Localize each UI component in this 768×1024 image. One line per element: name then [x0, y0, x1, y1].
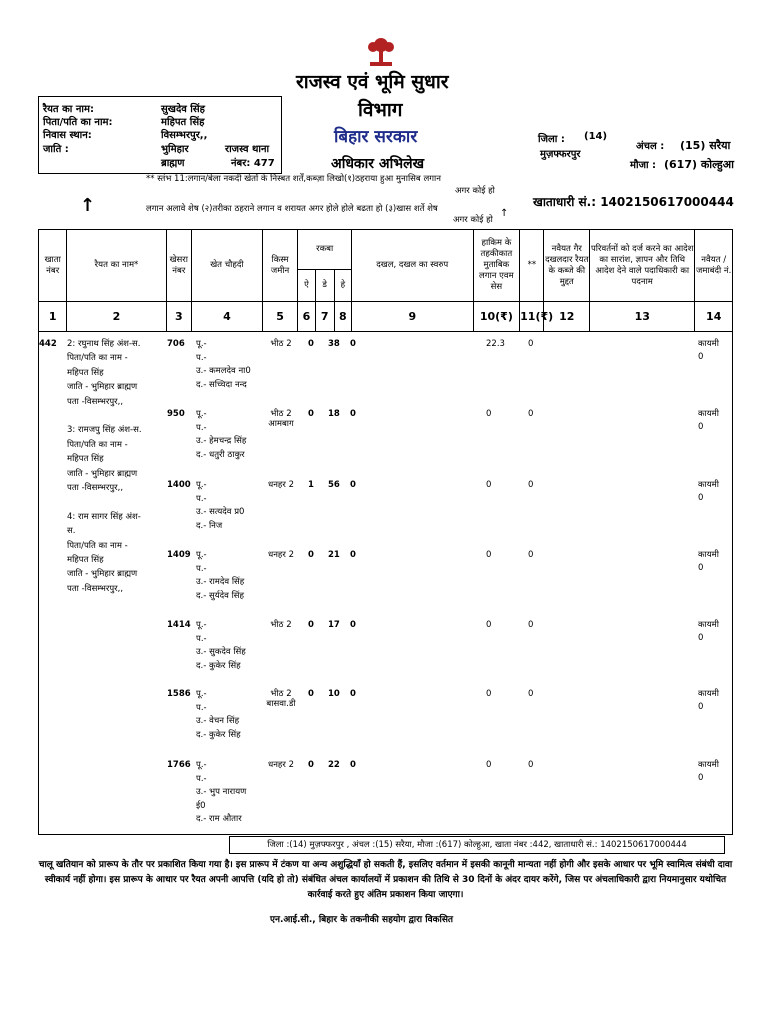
khatiyan-table [38, 229, 733, 835]
owner-line: पिता/पति का नाम - [67, 439, 128, 450]
nawaiyat-label: कायमी [698, 339, 719, 349]
caste-label: जाति : [43, 144, 69, 155]
header-khesra-no: खेसरा नंबर [166, 230, 191, 302]
lagan-value: 0 [486, 409, 492, 419]
col11-value: 0 [528, 480, 534, 490]
owner-line: 4: राम सागर सिंह अंश- [67, 511, 141, 522]
col11-value: 0 [528, 689, 534, 699]
nawaiyat-label: कायमी [698, 480, 719, 490]
chauhadi-line: प.- [196, 702, 207, 713]
lagan-value: 22.3 [486, 339, 505, 349]
nawaiyat-label: कायमी [698, 689, 719, 699]
rakba-acre: 0 [308, 409, 314, 419]
district-code: (14) [584, 131, 608, 142]
chauhadi-line: प.- [196, 493, 207, 504]
header-decimal: डे [315, 270, 334, 302]
up-arrow-icon: ↑ [80, 195, 96, 216]
column-number: 1 [39, 302, 67, 332]
owner-line: महिपत सिंह [67, 454, 104, 465]
raiyat-name: सुखदेव सिंह [161, 104, 205, 115]
note-column-11: ** स्तंभ 11:लगान/बेला नकदी खेतों के निस्बत शर्तें,कब्ज़ा लिखो(१)ठहराया हुआ मुनासिब लगान [146, 174, 441, 184]
father-name-label: पिता/पति का नाम: [43, 117, 113, 128]
header-rakba: रकबा [298, 230, 352, 270]
residence-label: निवास स्थान: [43, 130, 92, 141]
nawaiyat-label: कायमी [698, 760, 719, 770]
district-name: मुज़फ्फरपुर [540, 149, 581, 160]
anchal-value: (15) सरैया [680, 139, 731, 152]
page-title: राजस्व एवं भूमि सुधार [296, 71, 449, 93]
chauhadi-line: उ.- सुकदेव सिंह [196, 647, 246, 657]
rakba-decimal: 17 [328, 620, 340, 630]
rakba-decimal: 21 [328, 550, 340, 560]
caste-2: ब्राह्मण [161, 158, 185, 169]
chauhadi-line: प.- [196, 422, 207, 433]
rakba-hectare: 0 [350, 689, 356, 699]
header-kism-jamin: किस्म जमीन [262, 230, 297, 302]
rakba-decimal: 56 [328, 480, 340, 490]
rakba-acre: 0 [308, 620, 314, 630]
header-lagan: हाकिम के तहकीकात मुताबिक लगान एवम सेस [473, 230, 520, 302]
note-column-11-cont: अगर कोई हो [455, 186, 495, 196]
chauhadi-line: द.- राम औतार [196, 814, 242, 824]
chauhadi-line: पू.- [196, 409, 207, 419]
kism-jamin: धनहर 2 [267, 550, 295, 560]
rakba-acre: 0 [308, 339, 314, 349]
chauhadi-line: ई0 [196, 800, 206, 811]
chauhadi-line: उ.- कमलदेव ना0 [196, 366, 251, 376]
chauhadi-line: उ.- भुप नारायण [196, 787, 247, 797]
owner-line: पिता/पति का नाम - [67, 353, 128, 364]
arrow-head-icon: ↑ [500, 208, 509, 219]
header-raiyat-name: रैयत का नाम* [67, 230, 166, 302]
col11-value: 0 [528, 409, 534, 419]
rakba-acre: 0 [308, 760, 314, 770]
chauhadi-line: द.- निज [196, 520, 223, 531]
kism-jamin: भीठ 2 आमबाग [268, 409, 294, 429]
disclaimer: चालू खतियान को प्रारूप के तौर पर प्रकाशित किया गया है। इस प्रारूप में टंकण या अन्य अशुद्धियाँ हो सकती हैं, इसलिए वर्तमान में इसकी कानूनी मान्यता नहीं होगी और इसके आधार पर भूमि स्वामित्व संबंधी दावा स्वीकार्य नहीं होगा। इस प्रारूप के आधार पर रैयत अपनी आपत्ति (यदि हो तो) संबंधित अंचल कार्यालयों में प्रकाशन की तिथि से 30 दिनों के अंदर दायर करेंगे, जिस पर अंचलाधिकारी द्वारा नियमानुसार यथोचित कार्रवाई करते हुए अंतिम प्रकाशन किया जाएगा। [38, 860, 733, 900]
rakba-hectare: 0 [350, 620, 356, 630]
chauhadi-line: उ.- हेमचन्द्र सिंह [196, 436, 247, 446]
chauhadi-line: द.- धतुरी ठाकुर [196, 449, 245, 460]
rakba-hectare: 0 [350, 760, 356, 770]
col11-value: 0 [528, 760, 534, 770]
header-dakhal: दखल, दखल का स्वरुप [352, 230, 474, 302]
header-hectare: हे [334, 270, 351, 302]
chauhadi-line: पू.- [196, 339, 207, 349]
rakba-hectare: 0 [350, 480, 356, 490]
rakba-hectare: 0 [350, 550, 356, 560]
thana-number: नंबर: 477 [231, 158, 275, 169]
owner-line: पता -विसम्भरपुर,, [67, 483, 124, 493]
record-title: अधिकार अभिलेख [331, 156, 425, 172]
lagan-value: 0 [486, 480, 492, 490]
column-number: 6 [298, 302, 315, 332]
col11-value: 0 [528, 339, 534, 349]
header-acre: ऐ [298, 270, 315, 302]
column-number: 8 [334, 302, 351, 332]
table-body [39, 332, 733, 835]
khatadhari-number: खाताधारी सं.: 140215061700044​4 [533, 195, 734, 209]
department-label: विभाग [358, 99, 403, 121]
chauhadi-line: पू.- [196, 550, 207, 560]
chauhadi-line: उ.- सत्यदेव प्र0 [196, 507, 245, 517]
chauhadi-line: प.- [196, 773, 207, 784]
chauhadi-line: द.- कुकेर सिंह [196, 729, 241, 740]
bihar-emblem-icon [362, 36, 400, 68]
header-order-summary: परिवर्तनों को दर्ज करने का आदेश का सारांश, ज्ञापन और तिथि आदेश देने वाले पदाधिकारी का पदनाम [590, 230, 695, 302]
owner-line: पता -विसम्भरपुर,, [67, 583, 124, 594]
rakba-hectare: 0 [350, 339, 356, 349]
owner-line: महिपत सिंह [67, 555, 104, 565]
column-number: 12 [544, 302, 590, 332]
government-label: बिहार सरकार [334, 127, 418, 147]
owner-line: स. [67, 526, 76, 537]
lagan-value: 0 [486, 550, 492, 560]
residence: विसम्भरपुर,, [161, 130, 208, 141]
khata-number: 442 [39, 339, 57, 349]
khesra-number: 950 [167, 409, 185, 419]
nawaiyat-label: कायमी [698, 550, 719, 560]
rakba-acre: 0 [308, 550, 314, 560]
jamabandi-number: 0 [698, 773, 704, 783]
khesra-number: 1766 [167, 760, 191, 770]
lagan-value: 0 [486, 760, 492, 770]
table-body-row [39, 332, 733, 835]
chauhadi-line: द.- सच्चिदा नन्द [196, 379, 247, 390]
caste-1: भुमिहार [161, 144, 189, 155]
raiyat-info-box [38, 96, 282, 174]
kism-jamin: धनहर 2 [267, 760, 295, 770]
jamabandi-number: 0 [698, 633, 704, 643]
khesra-number: 1586 [167, 689, 191, 699]
chauhadi-line: प.- [196, 633, 207, 644]
header-chauhadi: खेत चौहदी [191, 230, 262, 302]
chauhadi-line: पू.- [196, 760, 207, 770]
jamabandi-number: 0 [698, 493, 704, 503]
rakba-hectare: 0 [350, 409, 356, 419]
nawaiyat-label: कायमी [698, 620, 719, 630]
rakba-decimal: 38 [328, 339, 340, 349]
chauhadi-line: उ.- वेचन सिंह [196, 716, 240, 726]
kism-jamin: भीठ 2 बासवा.डी [266, 689, 296, 709]
rakba-decimal: 18 [328, 409, 340, 419]
col11-value: 0 [528, 550, 534, 560]
khesra-number: 1400 [167, 480, 191, 490]
chauhadi-line: पू.- [196, 689, 207, 699]
owner-line: महिपत सिंह [67, 367, 104, 378]
owner-line: 3: रामजपु सिंह अंश-स. [67, 425, 142, 436]
khesra-number: 1409 [167, 550, 191, 560]
jamabandi-number: 0 [698, 352, 704, 362]
chauhadi-line: द.- सुर्यदेव सिंह [196, 590, 245, 601]
district-label: जिला : [538, 134, 565, 145]
column-number: 9 [352, 302, 474, 332]
khesra-number: 1414 [167, 620, 191, 630]
raiyat-name-label: रैयत का नाम: [43, 104, 94, 115]
lagan-value: 0 [486, 620, 492, 630]
chauhadi-line: पू.- [196, 620, 207, 630]
column-number: 5 [262, 302, 297, 332]
owner-line: पिता/पति का नाम - [67, 540, 128, 551]
chauhadi-line: पू.- [196, 480, 207, 490]
thana-label: राजस्व थाना [225, 144, 270, 155]
owner-line: जाति - भुमिहार ब्राह्मण [67, 569, 138, 580]
column-number: 13 [590, 302, 695, 332]
col11-value: 0 [528, 620, 534, 630]
header-khata-no: खाता नंबर [39, 230, 67, 302]
owner-line: 2: रघुनाथ सिंह अंश-स. [67, 339, 141, 349]
anchal-label: अंचल : [636, 141, 665, 152]
note-column-11-line2: लगान अलावे शेष (२)तरीका ठहराने लगान व शरायत अगर होले होले बढता हो (३)खास शर्ते शेष [146, 204, 438, 214]
chauhadi-line: प.- [196, 563, 207, 574]
kism-jamin: भीठ 2 [270, 339, 292, 349]
header-jamabandi: नवैयत / जमाबंदी नं. [695, 230, 733, 302]
nawaiyat-label: कायमी [698, 409, 719, 419]
chauhadi-line: प.- [196, 352, 207, 363]
mouza-value: (617) कोल्हुआ [664, 158, 734, 171]
jamabandi-number: 0 [698, 702, 704, 712]
kism-jamin: भीठ 2 [270, 620, 292, 630]
lagan-value: 0 [486, 689, 492, 699]
column-number: 3 [166, 302, 191, 332]
bottom-reference: जिला :(14) मुज़फ्फरपुर , अंचल :(15) सरैया, मौजा :(617) कोल्हुआ, खाता नंबर :442, खाताधारी सं.: 140215061700044​4 [229, 836, 725, 854]
rakba-acre: 0 [308, 689, 314, 699]
owner-line: पता -विसम्भरपुर,, [67, 396, 124, 407]
header-col11: ** [520, 230, 544, 302]
owner-line: जाति - भुमिहार ब्राह्मण [67, 468, 138, 479]
column-number-row [39, 302, 733, 332]
column-number: 7 [315, 302, 334, 332]
father-name: महिपत सिंह [161, 117, 205, 128]
rakba-acre: 1 [308, 480, 314, 490]
column-number: 11(₹) [520, 302, 544, 332]
column-number: 14 [695, 302, 733, 332]
header-nawaiyat-ger: नवैयत गैर दखलदार रैयत के कब्जे की मुद्दत [544, 230, 590, 302]
jamabandi-number: 0 [698, 563, 704, 573]
column-number: 2 [67, 302, 166, 332]
column-number: 4 [191, 302, 262, 332]
column-number: 10(₹) [473, 302, 520, 332]
rakba-decimal: 10 [328, 689, 340, 699]
chauhadi-line: द.- कुकेर सिंह [196, 660, 241, 671]
mouza-label: मौजा : [630, 160, 657, 171]
rakba-decimal: 22 [328, 760, 340, 770]
footer-credit: एन.आई.सी., बिहार के तकनीकी सहयोग द्वारा विकसित [270, 915, 454, 925]
jamabandi-number: 0 [698, 422, 704, 432]
owner-line: जाति - भुमिहार ब्राह्मण [67, 382, 138, 393]
kism-jamin: धनहर 2 [267, 480, 295, 490]
khesra-number: 706 [167, 339, 185, 349]
chauhadi-line: उ.- रामदेव सिंह [196, 577, 245, 587]
note-column-11-line2-cont: अगर कोई हो [453, 215, 493, 225]
